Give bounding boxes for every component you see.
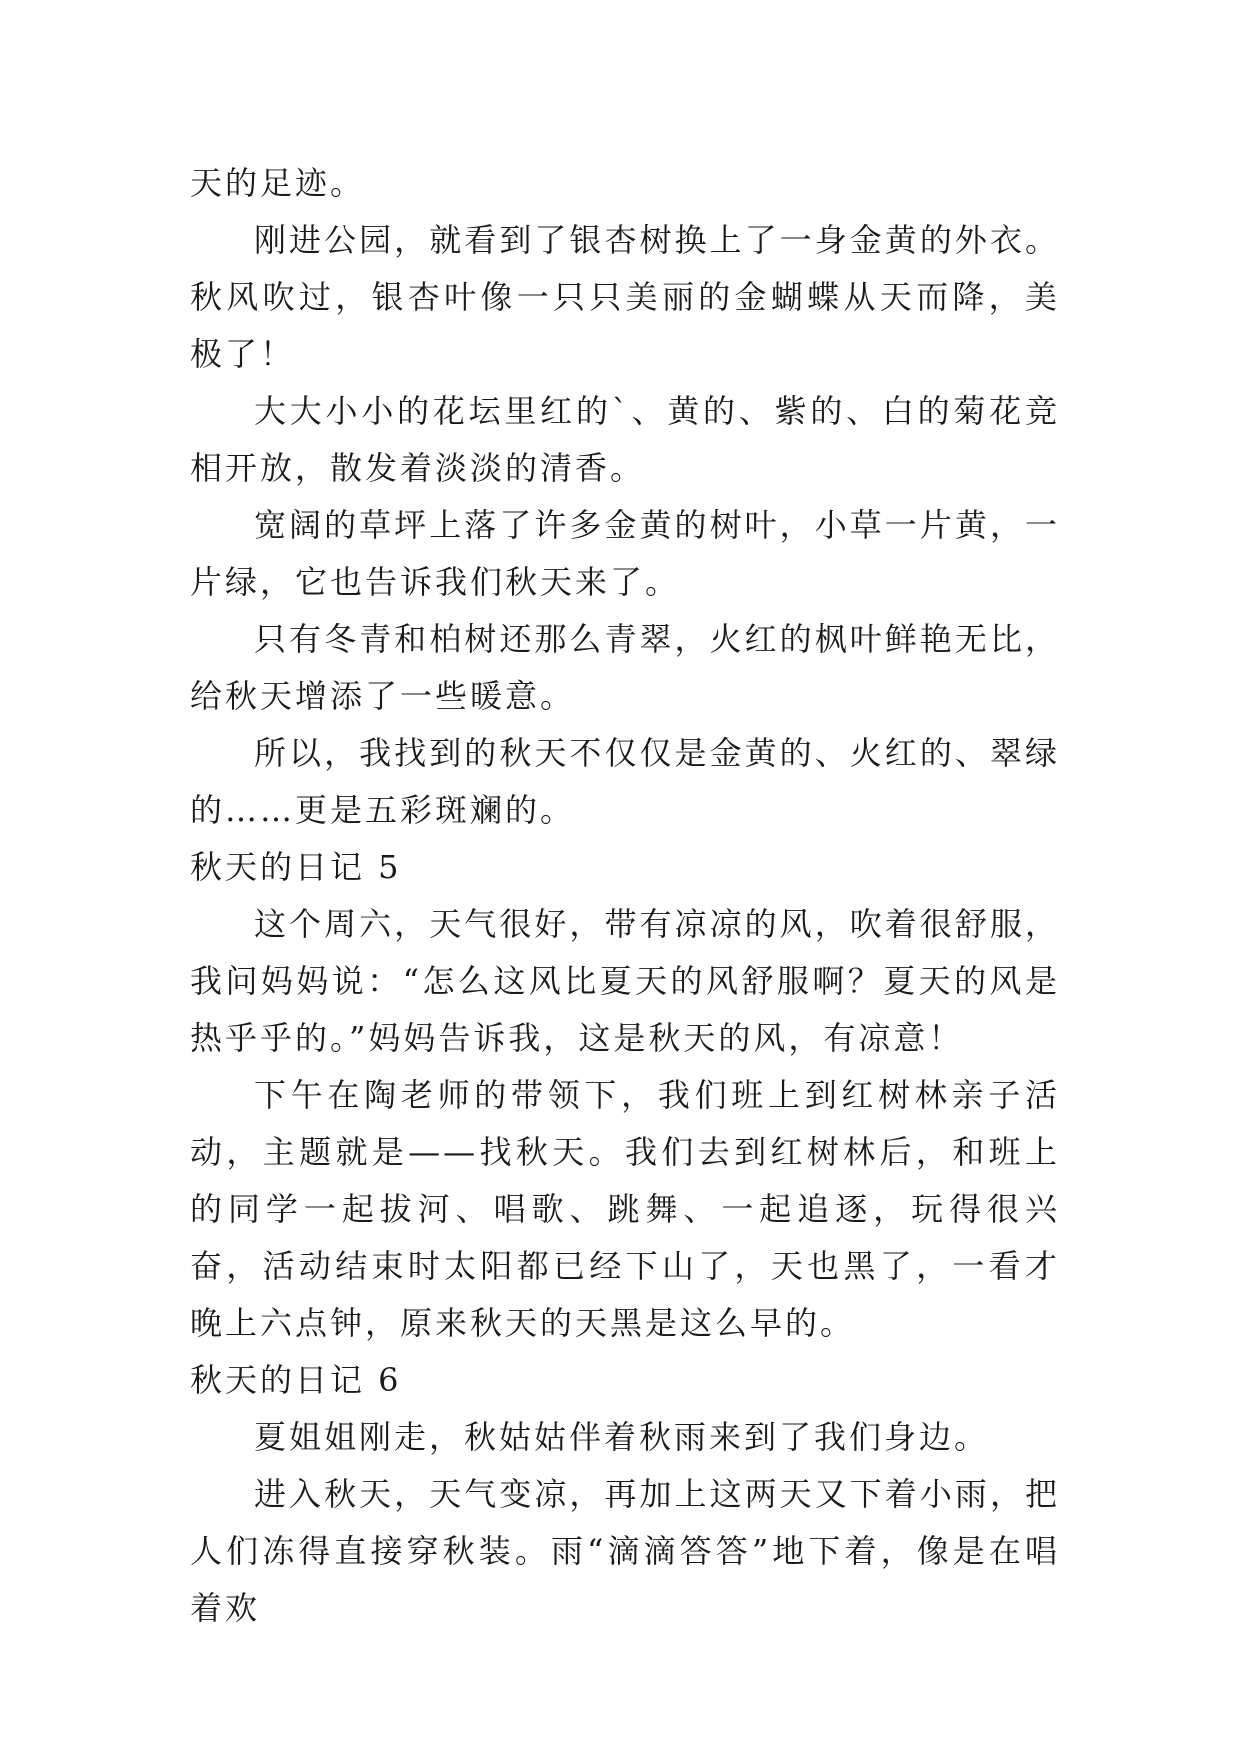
- paragraph: 只有冬青和柏树还那么青翠，火红的枫叶鲜艳无比，给秋天增添了一些暖意。: [190, 620, 1060, 715]
- paragraph: 刚进公园，就看到了银杏树换上了一身金黄的外衣。秋风吹过，银杏叶像一只只美丽的金蝴蝶从天而降，美极了！: [190, 221, 1060, 373]
- paragraph: 宽阔的草坪上落了许多金黄的树叶，小草一片黄，一片绿，它也告诉我们秋天来了。: [190, 506, 1060, 601]
- paragraph: 夏姐姐刚走，秋姑姑伴着秋雨来到了我们身边。: [254, 1418, 990, 1456]
- paragraph: 所以，我找到的秋天不仅仅是金黄的、火红的、翠绿的……更是五彩斑斓的。: [190, 734, 1060, 829]
- paragraph: 下午在陶老师的带领下，我们班上到红树林亲子活动，主题就是——找秋天。我们去到红树林后，和班上的同学一起拔河、唱歌、跳舞、一起追逐，玩得很兴奋，活动结束时太阳都已经下山了，天也黑了，一看才晚上六点钟，原来秋天的天黑是这么早的。: [190, 1076, 1060, 1342]
- paragraph: 大大小小的花坛里红的`、黄的、紫的、白的菊花竞相开放，散发着淡淡的清香。: [190, 392, 1060, 487]
- paragraph: 进入秋天，天气变凉，再加上这两天又下着小雨，把人们冻得直接穿秋装。雨“滴滴答答”地下着，像是在唱着欢: [190, 1475, 1060, 1627]
- paragraph: 天的足迹。: [190, 164, 366, 202]
- document-body: [190, 155, 1060, 1637]
- section-heading: 秋天的日记 6: [190, 1361, 402, 1399]
- paragraph: 这个周六，天气很好，带有凉凉的风，吹着很舒服，我问妈妈说：“怎么这风比夏天的风舒服啊？夏天的风是热乎乎的。”妈妈告诉我，这是秋天的风，有凉意！: [190, 905, 1060, 1057]
- section-heading: 秋天的日记 5: [190, 848, 402, 886]
